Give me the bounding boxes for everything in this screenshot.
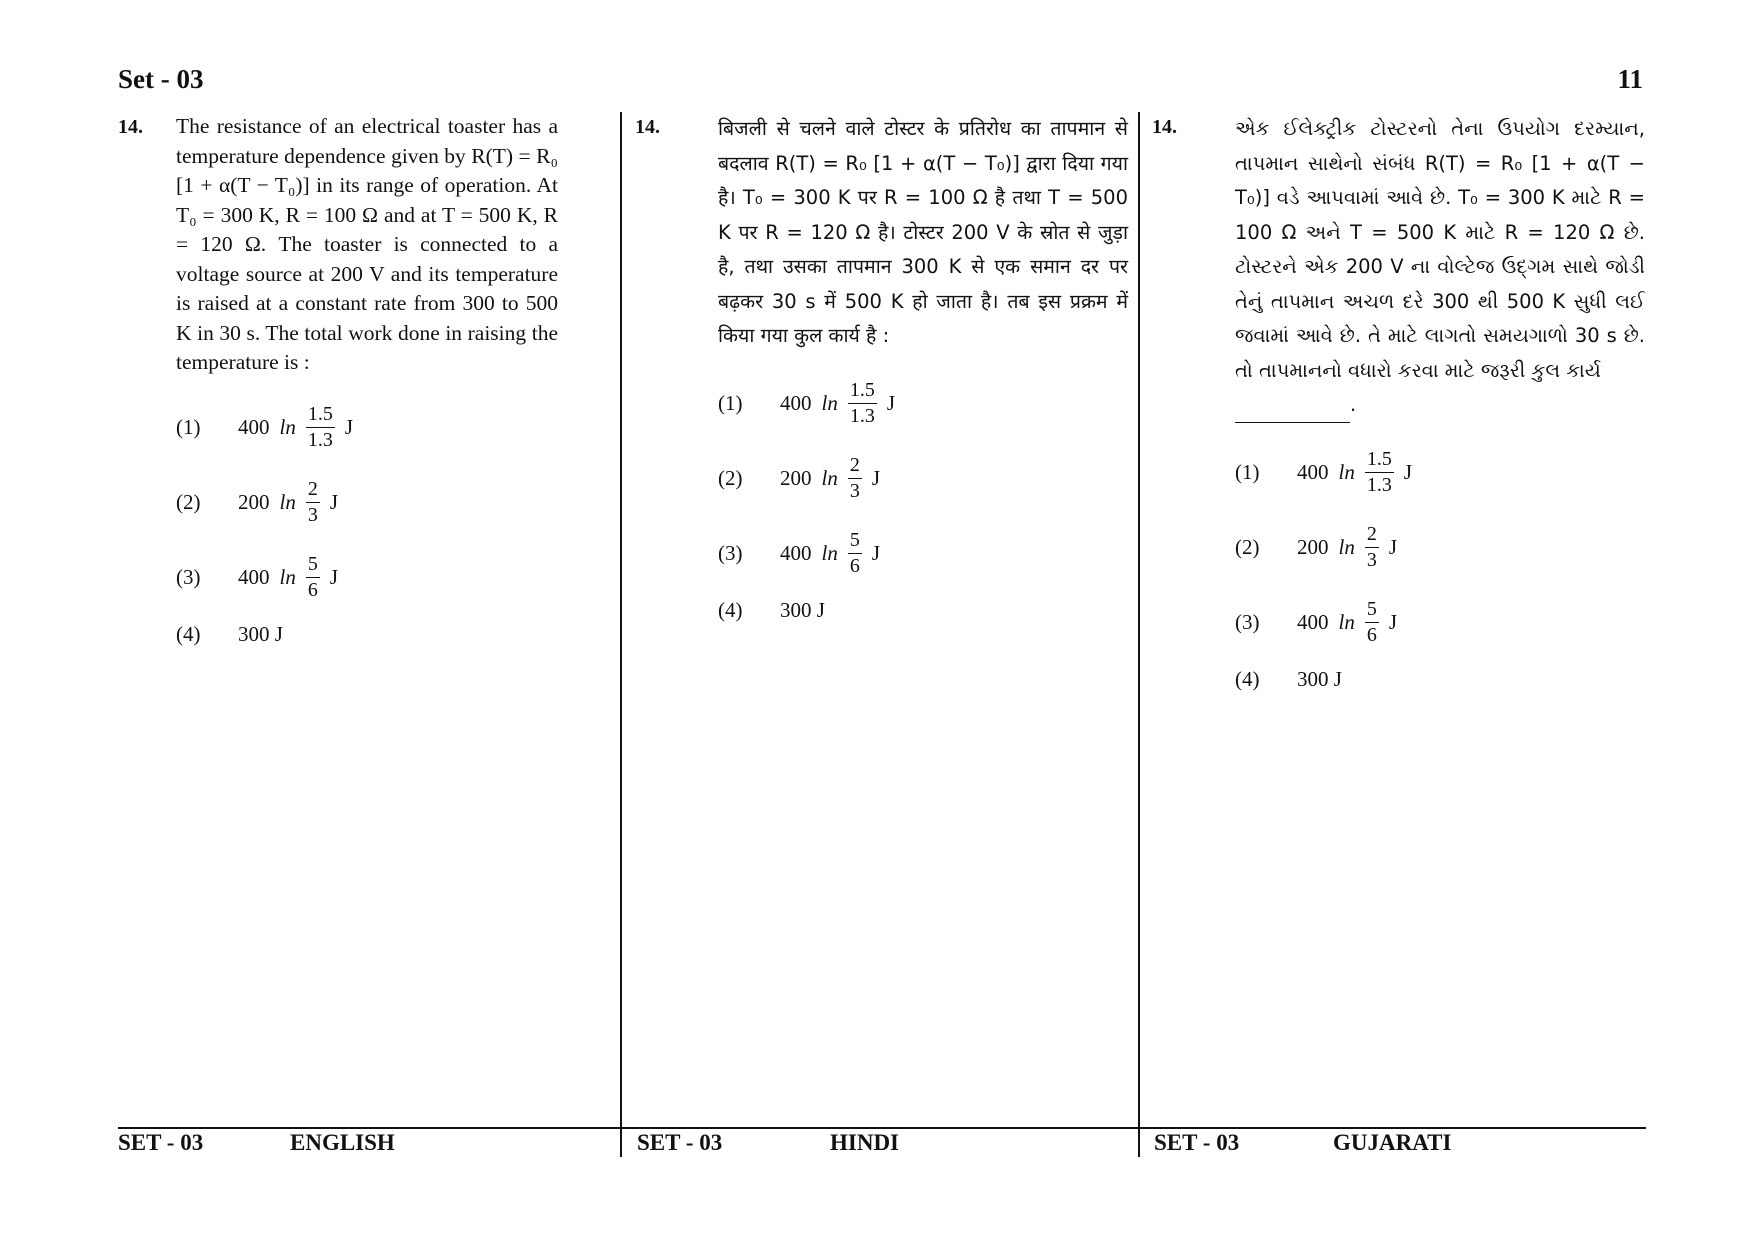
- english-column: [118, 112, 558, 655]
- option-number: (4): [1235, 667, 1260, 691]
- page-header-set: Set - 03: [118, 64, 204, 94]
- option-value: 300 J: [780, 598, 825, 622]
- option-ln: ln: [279, 489, 296, 514]
- hindi-column: [635, 112, 1128, 631]
- options-list: (1) 400 ln $\frac{1.5}{1.3}$ J (2) 200 ln $\frac{2}{3}$ J (3) 400 ln $\frac{5}{6}$ J (4) 300 J: [176, 402, 354, 646]
- option-number: (2): [176, 489, 201, 514]
- option-coef: 400: [238, 564, 270, 589]
- footer-set-english: SET - 03: [118, 1130, 204, 1155]
- option-number: (3): [718, 540, 743, 565]
- option-number: (1): [1235, 459, 1260, 484]
- column-divider: [1138, 112, 1140, 1157]
- option-number: (2): [718, 465, 743, 490]
- option-ln: ln: [279, 414, 296, 439]
- question-text-english: The resistance of an electrical toaster has a temperature dependence given by R(T) = R₀ [1 + α(T − T₀)] in its range of operation. At T₀ = 300 K, R = 100 Ω and at T = 500 K, R = 120 Ω. The toaster is connected to a voltage source at 200 V and its temperature is raised at a constant rate from 300 to 500 K in 30 s. The total work done in raising the temperature is :: [176, 114, 558, 374]
- option-ln: ln: [279, 564, 296, 589]
- option-fraction: $\frac{5}{6}$: [307, 552, 318, 601]
- option-fraction: $\frac{2}{3}$: [849, 453, 860, 502]
- footer-rule: [118, 1127, 1646, 1129]
- question-text-gujarati: એક ઈલેક્ટ્રીક ટોસ્ટરનો તેના ઉપયોગ દરમ્યાન, તાપમાન સાથેનો સંબંધ R(T) = R₀ [1 + α(T − T₀)] વડે આપવામાં આવે છે. T₀ = 300 K માટે R = 100 Ω અને T = 500 K માટે R = 120 Ω છે. ટોસ્ટરને એક 200 V ના વોલ્ટેજ ઉદ્‌ગમ સાથે જોડી તેનું તાપમાન અચળ દરે 300 થી 500 K સુધી લઈ જવામાં આવે છે. તે માટે લાગતો સમયગાળો 30 s છે. તો તાપમાનનો વધારો કરવા માટે જરૂરી કુલ કાર્ય .: [1200, 112, 1645, 423]
- options-list: (1) 400 ln $\frac{1.5}{1.3}$ J (2) 200 ln $\frac{2}{3}$ J (3) 400 ln $\frac{5}{6}$ J (4) 300 J: [1235, 447, 1413, 691]
- option-fraction: $\frac{1.5}{1.3}$: [849, 378, 875, 427]
- option-fraction: $\frac{1.5}{1.3}$: [1366, 447, 1392, 496]
- option-coef: 200: [238, 489, 270, 514]
- question-number: 14.: [635, 116, 660, 138]
- option-number: (3): [1235, 609, 1260, 634]
- option-fraction: $\frac{2}{3}$: [307, 477, 318, 526]
- option-number: (4): [176, 622, 201, 646]
- option-coef: 400: [238, 414, 270, 439]
- footer-lang-gujarati: GUJARATI: [1333, 1130, 1452, 1155]
- option-number: (3): [176, 564, 201, 589]
- question-number: 14.: [118, 116, 143, 138]
- footer-lang-hindi: HINDI: [830, 1130, 900, 1155]
- option-value: 300 J: [1297, 667, 1342, 691]
- option-fraction: $\frac{5}{6}$: [1366, 597, 1377, 646]
- question-number: 14.: [1152, 116, 1177, 138]
- option-number: (4): [718, 598, 743, 622]
- option-fraction: $\frac{2}{3}$: [1366, 522, 1377, 571]
- footer-lang-english: ENGLISH: [290, 1130, 395, 1155]
- page-number: 11: [1617, 64, 1643, 94]
- option-number: (1): [718, 390, 743, 415]
- option-number: (1): [176, 414, 201, 439]
- answer-blank: [1235, 402, 1350, 423]
- question-text-hindi: बिजली से चलने वाले टोस्टर के प्रतिरोध का तापमान से बदलाव R(T) = R₀ [1 + α(T − T₀)] द्वारा दिया गया है। T₀ = 300 K पर R = 100 Ω है तथा T = 500 K पर R = 120 Ω है। टोस्टर 200 V के स्रोत से जुड़ा है, तथा उसका तापमान 300 K से एक समान दर पर बढ़कर 30 s में 500 K हो जाता है। तब इस प्रक्रम में किया गया कुल कार्य है :: [718, 117, 1128, 347]
- footer-set-hindi: SET - 03: [637, 1130, 723, 1155]
- gujarati-column: [1152, 112, 1645, 700]
- options-list: (1) 400 ln $\frac{1.5}{1.3}$ J (2) 200 ln $\frac{2}{3}$ J (3) 400 ln $\frac{5}{6}$ J (4) 300 J: [718, 378, 896, 622]
- option-fraction: $\frac{1.5}{1.3}$: [307, 402, 333, 451]
- option-number: (2): [1235, 534, 1260, 559]
- option-fraction: $\frac{5}{6}$: [849, 528, 860, 577]
- option-value: 300 J: [238, 622, 283, 646]
- footer-set-gujarati: SET - 03: [1154, 1130, 1240, 1155]
- column-divider: [620, 112, 622, 1157]
